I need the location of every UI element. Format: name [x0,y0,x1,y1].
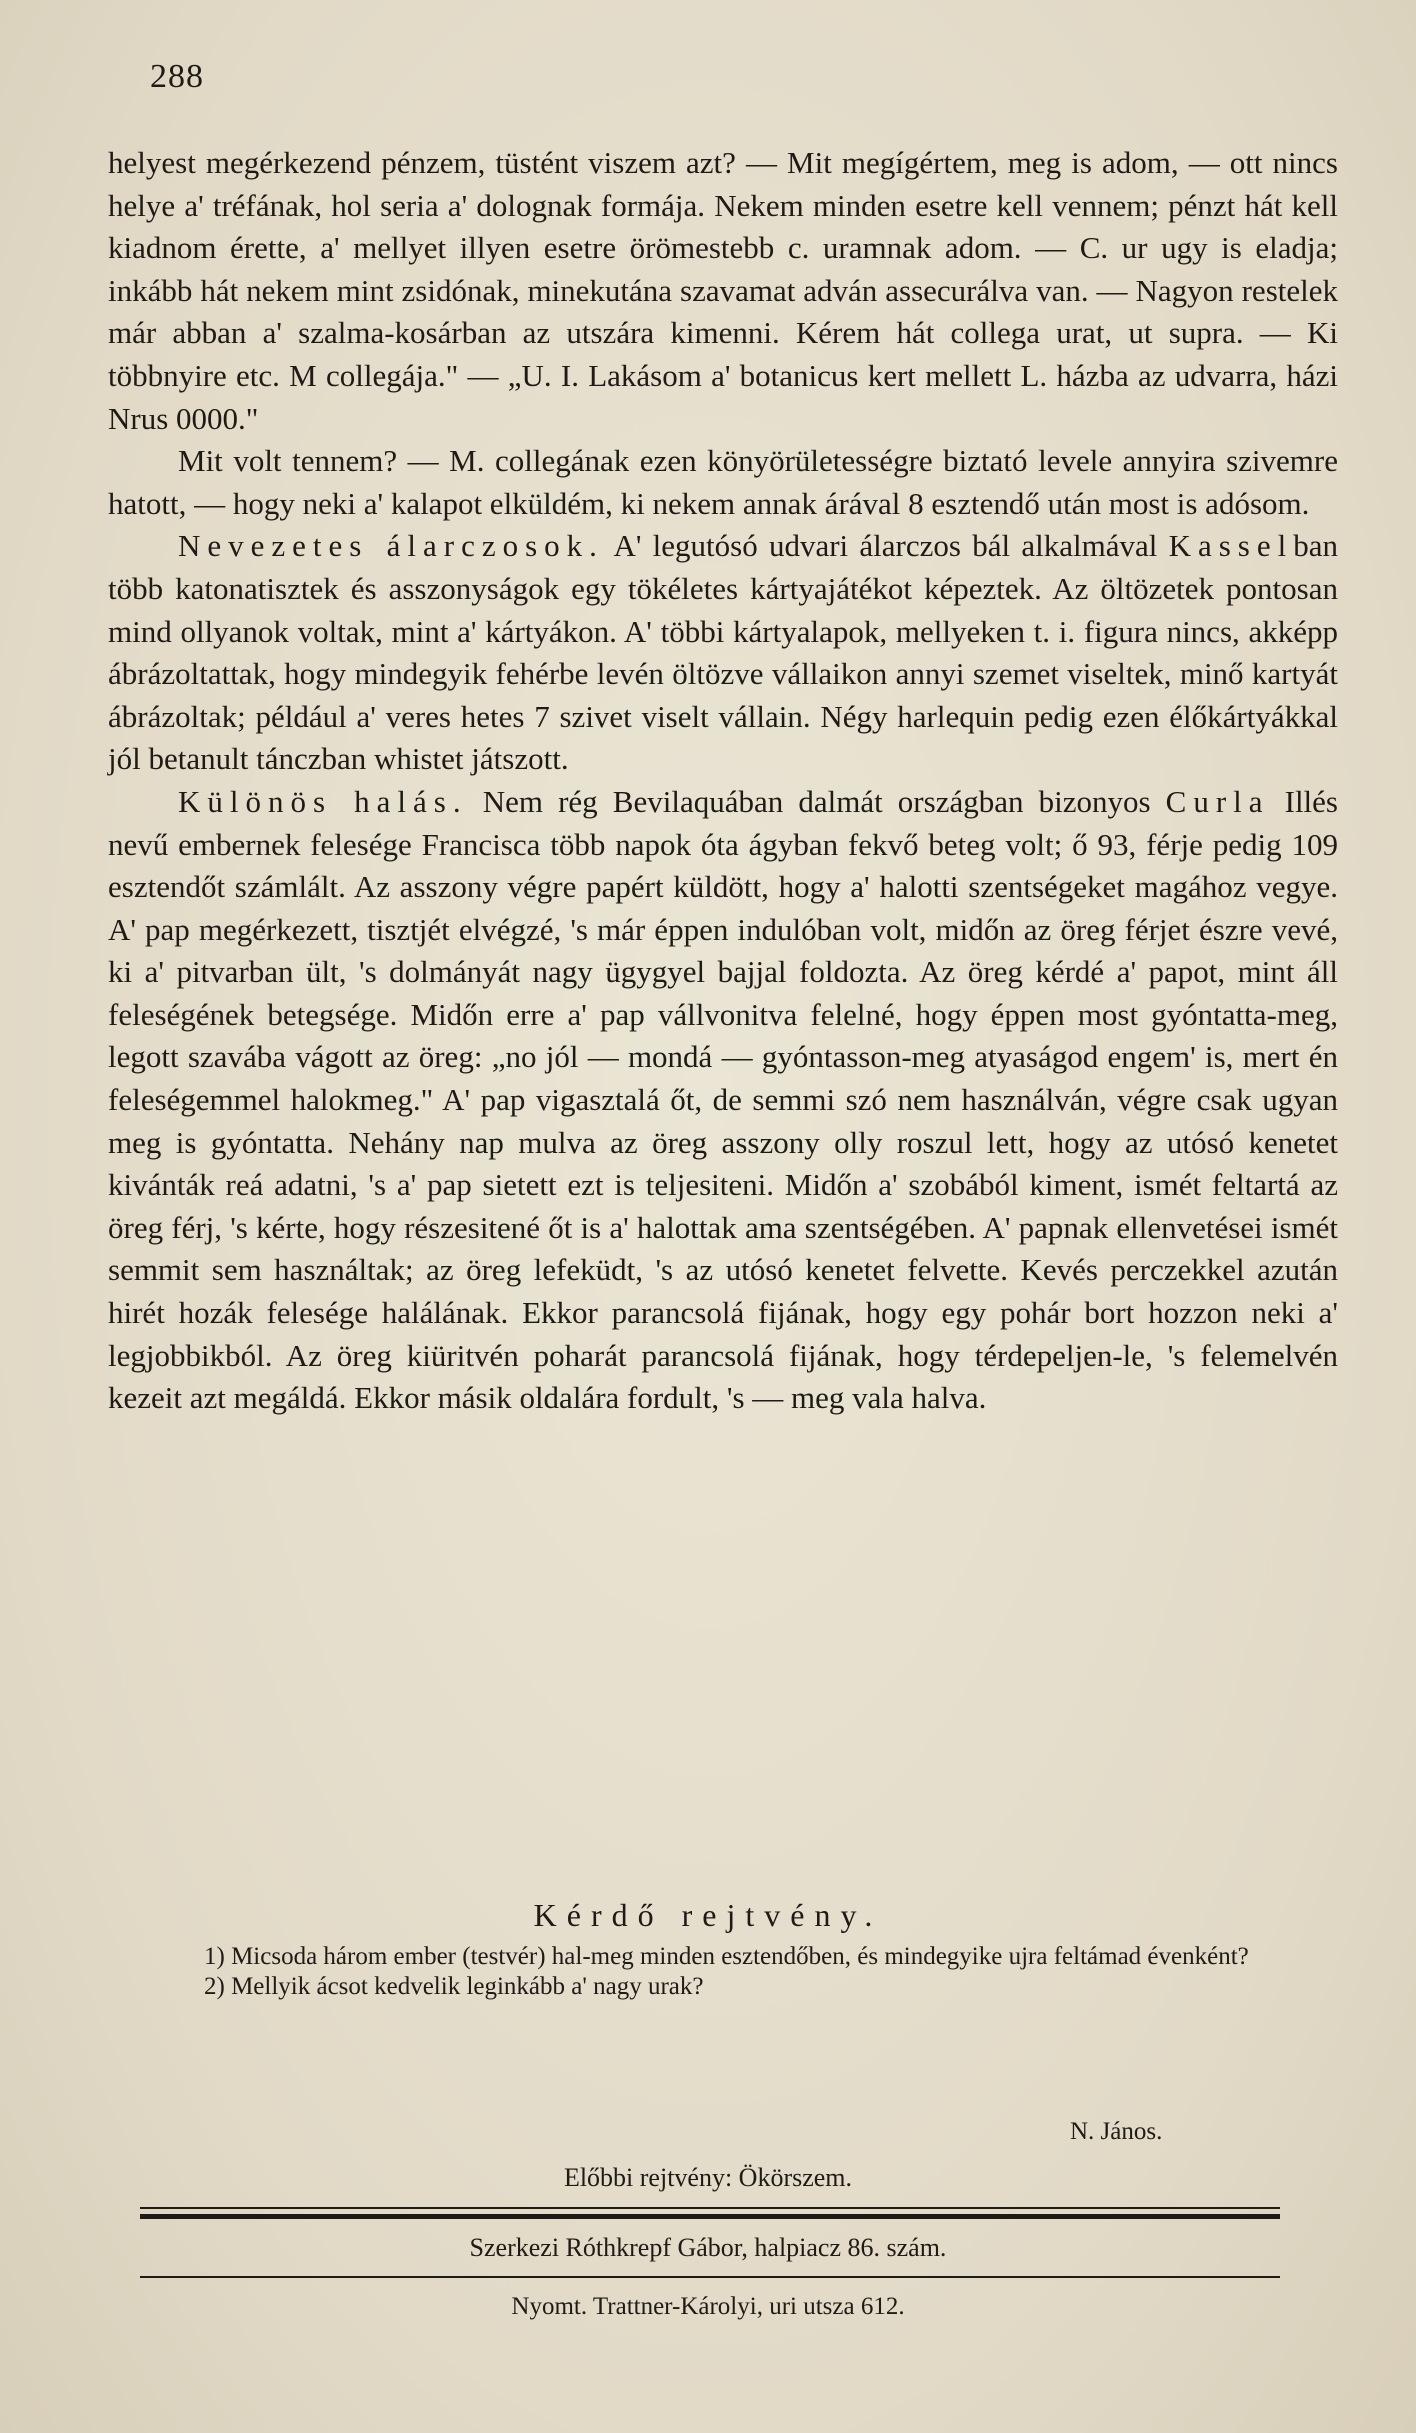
article-body [108,142,1338,1420]
paragraph-text: Mit volt tennem? — M. collegának ezen könyörületességre biztató levele annyira szivemre hatott, — hogy neki a' kalapot elküldém, ki nekem annak árával 8 esztendő után most is adósom. [108,443,1338,521]
paragraph-text: A' legutósó udvari álarczos bál alkalmával [603,528,1169,564]
spaced-heading-text: Curla [1165,783,1270,819]
paragraph-text: Illés nevű embernek felesége Francisca több napok óta ágyban fekvő beteg volt; ő 93, férje pedig 109 esztendőt számlált. Az asszony végre papért küldött, hogy a' halotti szentségeket magához vegye. A' pap megérkezett, tisztjét elvégzé, 's már éppen indulóban volt, midőn az öreg férjet észre vevé, ki a' pitvarban ült, 's dolmányát nagy ügygyel bajjal foldozta. Az öreg kérdé a' papot, mint áll feleségének betegsége. Midőn erre a' pap vállvonitva felelné, hogy éppen most gyóntatta-meg, legott szavába vágott az öreg: „no jól — mondá — gyóntasson-meg atyaságod engem' is, mert én feleségemmel halokmeg." A' pap vigasztalá őt, de semmi szó nem használván, végre csak ugyan meg is gyóntatta. Nehány nap mulva az öreg asszony olly roszul lett, hogy az utósó kenetet kivánták reá adatni, 's a' pap sietett ezt is teljesiteni. Midőn a' szobából kiment, ismét feltartá az öreg férj, 's kérte, hogy részesitené őt is a' halottak ama szentségében. A' papnak ellenvetései ismét semmit sem használtak; az öreg lefeküdt, 's az utósó kenetet felvette. Kevés perczekkel azután hirét hozák felesége halálának. Ekkor parancsolá fijának, hogy egy pohár bort hozzon neki a' legjobbikból. Az öreg kiüritvén poharát parancsolá fijának, hogy térdepeljen-le, 's felemelvén kezeit azt megáldá. Ekkor másik oldalára fordult, 's — meg vala halva. [108,783,1338,1416]
paragraph-text: Nem rég Bevilaquában dalmát országban bizonyos [467,783,1166,819]
paragraph-text: ban több katonatisztek és asszonyságok egy tökéletes kártyajátékot képeztek. Az öltözetek pontosan mind ollyanok voltak, mint a' kártyákon. A' többi kártyalapok, mellyeken t. i. figura nincs, akképp ábrázoltattak, hogy mindegyik fehérbe levén öltözve vállaikon annyi szemet viseltek, minő kartyát ábrázoltak; például a' veres hetes 7 szivet viselt vállain. Négy harlequin pedig ezen élőkártyákkal jól betanult tánczban whistet játszott. [108,528,1338,777]
riddle-signer: N. János. [1070,2118,1163,2145]
divider-rule [140,2207,1280,2209]
previous-riddle-answer: Előbbi rejtvény: Ökörszem. [563,2163,853,2192]
spaced-heading-text: Különös halás. [178,783,468,819]
paragraph-text: helyest megérkezend pénzem, tüstént viszem azt? — Mit megígértem, meg is adom, — ott nincs helye a' tréfának, hol seria a' dolognak formája. Nekem minden esetre kell vennem; pénzt hát kell kiadnom érette, a' mellyet illyen esetre örömestebb c. uramnak adom. — C. ur ugy is eladja; inkább hát nekem mint zsidónak, minekutána szavamat adván assecurálva van. — Nagyon restelek már abban a' szalma-kosárban az utszára kimenni. Kérem hát collega urat, ut supra. — Ki többnyire etc. M collegája." — „U. I. Lakásom a' botanicus kert mellett L. házba az udvarra, házi Nrus 0000." [108,145,1338,436]
paragraph-p2 [108,440,1338,525]
spaced-heading-text: Nevezetes álarczosok. [178,528,604,564]
riddle-heading: Kérdő rejtvény. [533,1897,883,1933]
divider-rule-thick [140,2214,1280,2219]
page-number: 288 [150,58,204,95]
riddle-item-2: 2) Mellyik ácsot kedvelik leginkább a' nagy urak? [204,1973,704,2000]
paragraph-p4 [108,781,1338,1420]
printer-line: Nyomt. Trattner-Károlyi, uri utsza 612. [511,2293,905,2320]
editor-line: Szerkezi Róthkrepf Gábor, halpiacz 86. szám. [469,2233,947,2262]
riddle-item-1: 1) Micsoda három ember (testvér) hal-meg minden esztendőben, és mindegyike ujra feltámad évenként? [204,1943,1249,1970]
riddle-list [108,1942,1338,2002]
footer-rule [140,2276,1280,2278]
paragraph-p1 [108,142,1338,440]
spaced-heading-text: Kassel [1168,528,1294,564]
paragraph-p3 [108,525,1338,781]
